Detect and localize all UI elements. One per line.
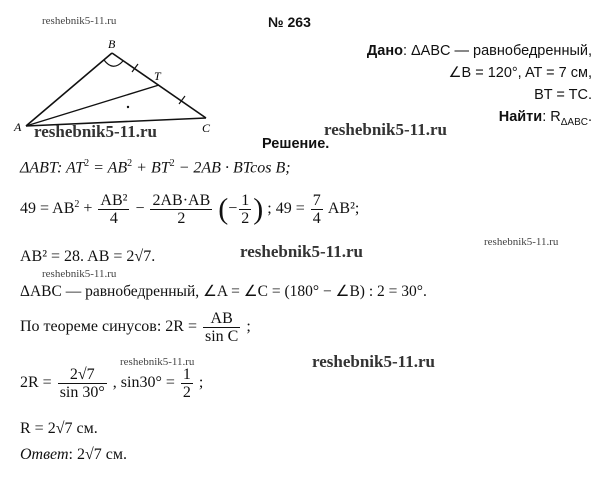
l2-lead: 49 = AB xyxy=(20,200,75,218)
paren-open: ( xyxy=(218,192,229,226)
paren-sign: − xyxy=(228,200,238,218)
solution-line-1 xyxy=(20,158,291,177)
l2-minus: − xyxy=(135,200,149,218)
frac-den: 2 xyxy=(177,210,186,227)
l6-tail: ; xyxy=(198,374,204,392)
l2-tail: AB²; xyxy=(327,200,360,218)
watermark-6: reshebnik5-11.ru xyxy=(120,356,195,368)
side-AB xyxy=(26,53,112,126)
watermark-1: reshebnik5-11.ru xyxy=(34,122,157,141)
frac-den: 2 xyxy=(182,384,191,401)
frac-den: 4 xyxy=(312,210,321,227)
fraction-ab-over-sinc xyxy=(203,310,240,345)
l1-eq2: + BT xyxy=(132,159,170,177)
fraction-7-over-4 xyxy=(311,192,323,227)
l5-lead: По теореме синусов: 2R = xyxy=(20,318,201,336)
l2-plus: + xyxy=(79,200,97,218)
solution-line-2 xyxy=(20,192,359,227)
l1-exp3: 2 xyxy=(169,158,175,169)
answer-line xyxy=(20,446,127,464)
label-A: A xyxy=(14,120,22,134)
given-text: : ΔABC — равнобедренный, xyxy=(402,43,592,59)
watermark-4: reshebnik5-11.ru xyxy=(484,236,559,248)
watermark-2: reshebnik5-11.ru xyxy=(324,120,447,139)
watermark-3: reshebnik5-11.ru xyxy=(240,242,363,261)
label-B: B xyxy=(108,37,116,51)
find-dot: . xyxy=(587,109,592,125)
watermark-7: reshebnik5-11.ru xyxy=(312,352,435,371)
watermark-top: reshebnik5-11.ru xyxy=(42,15,117,27)
l2-exp: 2 xyxy=(74,198,80,210)
frac-num: AB xyxy=(203,310,240,328)
given-line-3: BT = TC. xyxy=(534,87,592,103)
l1-exp2: 2 xyxy=(127,158,133,169)
solution-line-7: R = 2√7 см. xyxy=(20,420,98,437)
l1-lead: ΔABT: AT xyxy=(20,159,85,177)
l6-mid: , sin30° = xyxy=(112,374,179,392)
watermark-5: reshebnik5-11.ru xyxy=(42,268,117,280)
fraction-2abab-over-2 xyxy=(150,192,212,227)
given-line-1 xyxy=(367,40,592,62)
l5-tail: ; xyxy=(246,318,251,336)
l1-exp1: 2 xyxy=(84,158,90,169)
frac-den: sin 30° xyxy=(59,384,105,401)
frac-num: AB² xyxy=(100,192,128,209)
solution-line-6 xyxy=(20,366,203,401)
find-label: Найти xyxy=(498,109,543,125)
frac-den: 4 xyxy=(109,210,118,227)
label-C: C xyxy=(202,121,211,135)
l2-mid: ; 49 = xyxy=(267,200,309,218)
given-line-2: ∠B = 120°, AT = 7 см, xyxy=(448,65,592,81)
frac-num: 7 xyxy=(312,192,321,209)
frac-num: 2AB·AB xyxy=(152,192,211,209)
frac-num: 2√7 xyxy=(58,366,107,384)
fraction-2root7-over-sin30 xyxy=(58,366,107,401)
solution-line-3: AB² = 28. AB = 2√7. xyxy=(20,248,156,265)
find-sub: ΔABC xyxy=(560,116,588,128)
l6-lead: 2R = xyxy=(20,374,56,392)
frac-den: 2 xyxy=(241,210,250,227)
frac-num: 1 xyxy=(182,366,191,383)
angle-B-arc xyxy=(104,60,123,66)
find-text: : R xyxy=(542,109,561,125)
solution-line-5 xyxy=(20,310,251,345)
center-dot xyxy=(127,106,129,108)
l1-eq3: − 2AB · BTcos B; xyxy=(174,159,291,177)
l1-eq1: = AB xyxy=(89,159,128,177)
frac-num: 1 xyxy=(241,192,250,209)
frac-den: sin C xyxy=(205,328,239,345)
segment-AT xyxy=(26,85,159,126)
given-label: Дано xyxy=(366,43,403,59)
answer-label: Ответ xyxy=(20,446,69,463)
fraction-1-over-2 xyxy=(239,192,251,227)
problem-number: № 263 xyxy=(268,14,311,30)
label-T: T xyxy=(154,69,161,83)
paren-close: ) xyxy=(253,192,264,226)
fraction-1-over-2-b xyxy=(181,366,193,401)
solution-line-4: ΔABC — равнобедренный, ∠A = ∠C = (180° − ∠B) : 2 = 30°. xyxy=(20,283,427,300)
fraction-ab2-over-4 xyxy=(98,192,129,227)
solution-title: Решение. xyxy=(262,136,330,152)
answer-text: : 2√7 см. xyxy=(68,446,127,463)
